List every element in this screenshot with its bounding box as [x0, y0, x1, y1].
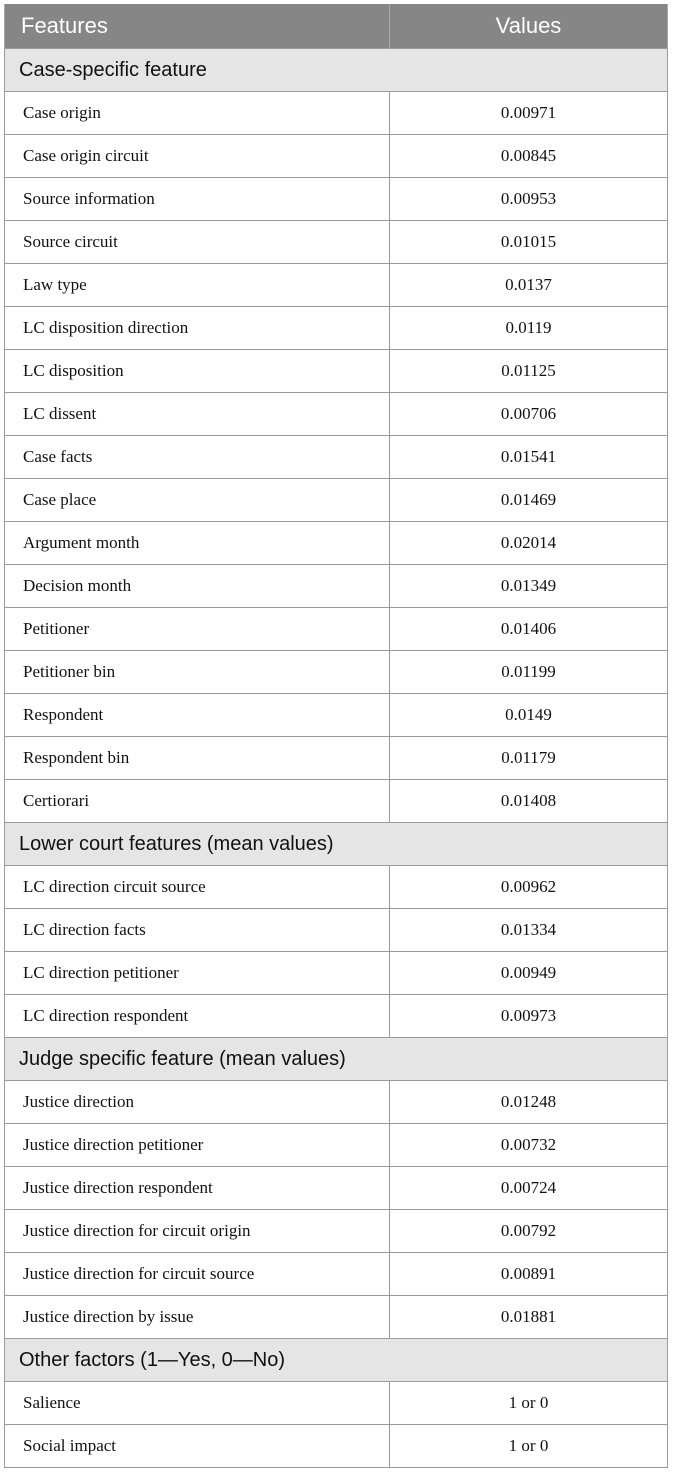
feature-value-cell: 0.01349: [390, 565, 668, 608]
feature-name-cell: Source information: [5, 178, 390, 221]
feature-value-cell: 0.00891: [390, 1253, 668, 1296]
table-row: [5, 780, 668, 823]
feature-value-cell: 0.00973: [390, 995, 668, 1038]
feature-name-cell: Petitioner: [5, 608, 390, 651]
feature-value-cell: 0.00792: [390, 1210, 668, 1253]
feature-importance-table: [4, 4, 668, 1468]
section-title: Case-specific feature: [5, 49, 668, 92]
feature-name-cell: LC direction petitioner: [5, 952, 390, 995]
section-title: Judge specific feature (mean values): [5, 1038, 668, 1081]
table-row: [5, 264, 668, 307]
table-row: [5, 178, 668, 221]
feature-value-cell: 0.01248: [390, 1081, 668, 1124]
feature-name-cell: Justice direction for circuit origin: [5, 1210, 390, 1253]
feature-value-cell: 0.00706: [390, 393, 668, 436]
table-row: [5, 565, 668, 608]
feature-name-cell: LC dissent: [5, 393, 390, 436]
feature-value-cell: 0.01015: [390, 221, 668, 264]
feature-name-cell: Petitioner bin: [5, 651, 390, 694]
feature-value-cell: 0.00971: [390, 92, 668, 135]
table-row: [5, 393, 668, 436]
feature-value-cell: 1 or 0: [390, 1382, 668, 1425]
feature-name-cell: Case place: [5, 479, 390, 522]
table-row: [5, 909, 668, 952]
feature-value-cell: 0.02014: [390, 522, 668, 565]
feature-name-cell: Argument month: [5, 522, 390, 565]
feature-value-cell: 0.00732: [390, 1124, 668, 1167]
table-row: [5, 1425, 668, 1468]
section-row: [5, 1339, 668, 1382]
feature-name-cell: LC direction respondent: [5, 995, 390, 1038]
table-row: [5, 995, 668, 1038]
table-row: [5, 221, 668, 264]
feature-value-cell: 0.01408: [390, 780, 668, 823]
table-row: [5, 92, 668, 135]
feature-name-cell: Law type: [5, 264, 390, 307]
table-row: [5, 522, 668, 565]
table-row: [5, 1382, 668, 1425]
table-row: [5, 135, 668, 178]
table-row: [5, 350, 668, 393]
feature-value-cell: 0.0119: [390, 307, 668, 350]
table-row: [5, 608, 668, 651]
feature-value-cell: 0.01125: [390, 350, 668, 393]
feature-name-cell: LC direction facts: [5, 909, 390, 952]
feature-name-cell: LC disposition: [5, 350, 390, 393]
feature-name-cell: Case origin circuit: [5, 135, 390, 178]
table-row: [5, 1296, 668, 1339]
feature-name-cell: Respondent: [5, 694, 390, 737]
feature-name-cell: Social impact: [5, 1425, 390, 1468]
feature-value-cell: 1 or 0: [390, 1425, 668, 1468]
section-row: [5, 823, 668, 866]
section-row: [5, 1038, 668, 1081]
feature-value-cell: 0.0149: [390, 694, 668, 737]
feature-value-cell: 0.01541: [390, 436, 668, 479]
table-row: [5, 436, 668, 479]
feature-value-cell: 0.01469: [390, 479, 668, 522]
feature-name-cell: Certiorari: [5, 780, 390, 823]
table-row: [5, 866, 668, 909]
table-row: [5, 651, 668, 694]
table-row: [5, 1167, 668, 1210]
feature-table-container: [4, 4, 667, 1468]
table-row: [5, 952, 668, 995]
feature-value-cell: 0.00953: [390, 178, 668, 221]
feature-value-cell: 0.0137: [390, 264, 668, 307]
table-row: [5, 694, 668, 737]
feature-value-cell: 0.01881: [390, 1296, 668, 1339]
feature-name-cell: Case origin: [5, 92, 390, 135]
section-title: Other factors (1—Yes, 0—No): [5, 1339, 668, 1382]
feature-name-cell: Source circuit: [5, 221, 390, 264]
table-body: [5, 49, 668, 1468]
section-title: Lower court features (mean values): [5, 823, 668, 866]
feature-name-cell: Respondent bin: [5, 737, 390, 780]
feature-name-cell: Justice direction by issue: [5, 1296, 390, 1339]
feature-value-cell: 0.00845: [390, 135, 668, 178]
table-row: [5, 1253, 668, 1296]
table-row: [5, 307, 668, 350]
feature-value-cell: 0.00962: [390, 866, 668, 909]
feature-name-cell: Justice direction for circuit source: [5, 1253, 390, 1296]
table-row: [5, 737, 668, 780]
table-row: [5, 479, 668, 522]
feature-value-cell: 0.01199: [390, 651, 668, 694]
feature-name-cell: Justice direction respondent: [5, 1167, 390, 1210]
table-header-row: [5, 4, 668, 49]
feature-value-cell: 0.00949: [390, 952, 668, 995]
feature-name-cell: LC direction circuit source: [5, 866, 390, 909]
section-row: [5, 49, 668, 92]
feature-name-cell: LC disposition direction: [5, 307, 390, 350]
table-row: [5, 1081, 668, 1124]
table-row: [5, 1210, 668, 1253]
feature-name-cell: Justice direction: [5, 1081, 390, 1124]
table-row: [5, 1124, 668, 1167]
feature-name-cell: Justice direction petitioner: [5, 1124, 390, 1167]
feature-name-cell: Decision month: [5, 565, 390, 608]
feature-value-cell: 0.01334: [390, 909, 668, 952]
feature-name-cell: Salience: [5, 1382, 390, 1425]
feature-value-cell: 0.00724: [390, 1167, 668, 1210]
features-column-header: Features: [5, 4, 390, 49]
feature-name-cell: Case facts: [5, 436, 390, 479]
feature-value-cell: 0.01179: [390, 737, 668, 780]
feature-value-cell: 0.01406: [390, 608, 668, 651]
values-column-header: Values: [390, 4, 668, 49]
